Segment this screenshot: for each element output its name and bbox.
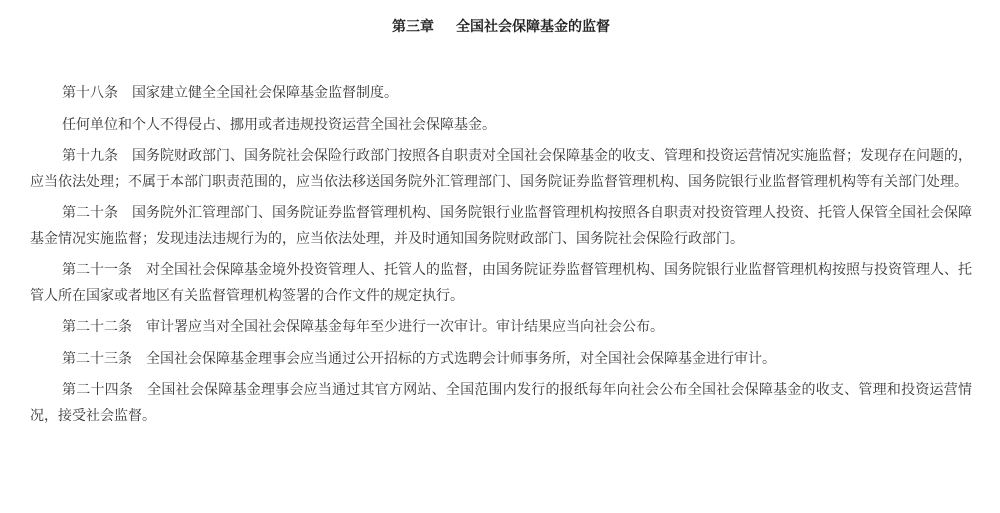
article-text: 全国社会保障基金理事会应当通过公开招标的方式选聘会计师事务所，对全国社会保障基金进行审计。 — [146, 350, 776, 367]
article-19-paragraph — [30, 144, 972, 195]
article-text: 审计署应当对全国社会保障基金每年至少进行一次审计。审计结果应当向社会公布。 — [146, 319, 664, 335]
article-text: 全国社会保障基金理事会应当通过其官方网站、全国范围内发行的报纸每年向社会公布全国社会保障基金的收支、管理和投资运营情况，接受社会监督。 — [30, 382, 973, 424]
chapter-heading — [30, 0, 972, 38]
article-number: 第二十三条 — [62, 350, 132, 367]
article-number: 第二十四条 — [62, 382, 134, 398]
article-text: 国务院外汇管理部门、国务院证券监督管理机构、国务院银行业监督管理机构按照各自职责对投资管理人投资、托管人保管全国社会保障基金情况实施监督；发现违法违规行为的，应当依法处理，并及时通知国务院财政部门、国务院社会保险行政部门。 — [30, 205, 972, 247]
chapter-number: 第三章 — [392, 19, 434, 35]
article-number: 第二十一条 — [62, 262, 132, 278]
article-20-paragraph — [30, 201, 972, 252]
article-number: 第二十二条 — [62, 319, 132, 335]
article-24-paragraph — [30, 378, 972, 429]
article-number: 第十八条 — [62, 85, 118, 101]
article-text: 国务院财政部门、国务院社会保险行政部门按照各自职责对全国社会保障基金的收支、管理和投资运营情况实施监督；发现存在问题的，应当依法处理；不属于本部门职责范围的，应当依法移送国务院外汇管理部门、国务院证券监督管理机构、国务院银行业监督管理机构等有关部门处理。 — [30, 148, 972, 190]
article-18-paragraph — [30, 81, 972, 107]
article-number: 第二十条 — [62, 205, 118, 221]
article-22-paragraph — [30, 315, 972, 341]
chapter-body — [30, 81, 972, 429]
article-18-paragraph-2 — [30, 113, 972, 139]
article-text: 任何单位和个人不得侵占、挪用或者违规投资运营全国社会保障基金。 — [62, 116, 496, 133]
article-23-paragraph — [30, 347, 972, 373]
article-number: 第十九条 — [62, 148, 118, 164]
article-text: 国家建立健全全国社会保障基金监督制度。 — [132, 85, 398, 101]
article-21-paragraph — [30, 258, 972, 309]
chapter-title: 全国社会保障基金的监督 — [456, 19, 610, 35]
article-text: 对全国社会保障基金境外投资管理人、托管人的监督，由国务院证券监督管理机构、国务院银行业监督管理机构按照与投资管理人、托管人所在国家或者地区有关监督管理机构签署的合作文件的规定执行。 — [30, 262, 972, 304]
